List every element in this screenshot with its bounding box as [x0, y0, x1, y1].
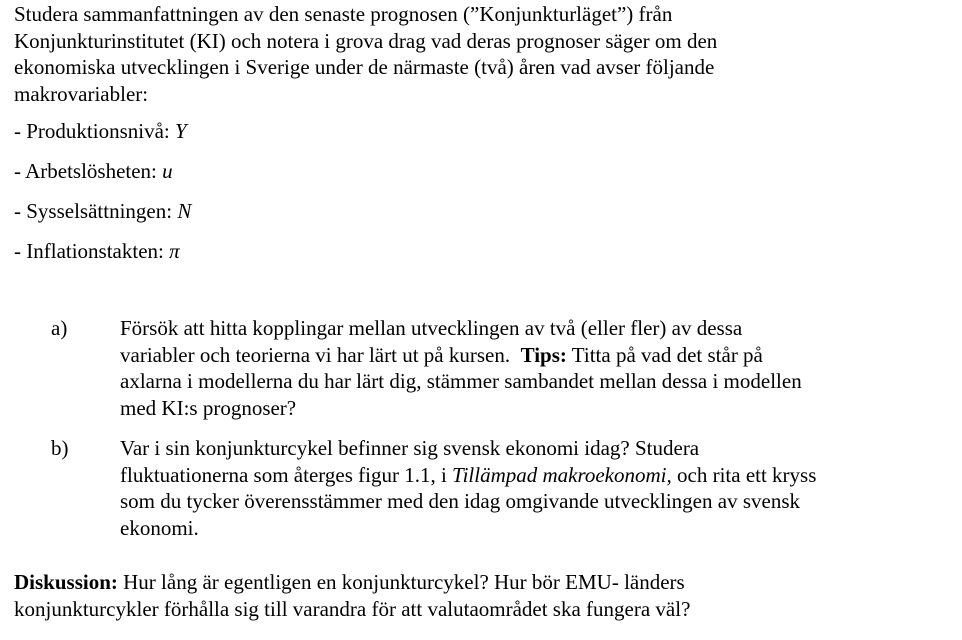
book-title: Tillämpad makroekonomi,	[452, 462, 672, 487]
intro-line-1: Studera sammanfattningen av den senaste prognosen (”Konjunkturläget”) från	[14, 2, 673, 26]
variable-production	[14, 118, 187, 144]
tips-label: Tips:	[520, 342, 567, 367]
task-a-line-1: Försök att hitta kopplingar mellan utvecklingen av två (eller fler) av dessa	[120, 316, 743, 340]
task-b-text	[120, 435, 940, 541]
discussion-line-2: konjunkturcykler förhålla sig till varandra för att valutaområdet ska fungera väl?	[14, 597, 691, 621]
task-a-text	[120, 315, 940, 421]
task-b-line-2-end: och rita ett kryss	[671, 462, 817, 487]
discussion-line-1: Hur lång är egentligen en konjunkturcykel? Hur bör EMU- länders	[117, 570, 685, 594]
intro-line-4: makrovariabler:	[14, 81, 149, 106]
task-b-line-4: ekonomi.	[120, 515, 199, 540]
task-b-label: b)	[51, 436, 69, 460]
variable-label: - Sysselsättningen:	[14, 199, 178, 223]
variable-symbol: u	[162, 159, 173, 183]
intro-line-3: ekonomiska utvecklingen i Sverige under de närmaste (två) åren vad avser följande	[14, 55, 715, 79]
task-b-line-1: Var i sin konjunkturcykel befinner sig svensk ekonomi idag? Studera	[120, 436, 700, 460]
variable-label: - Produktionsnivå:	[14, 119, 175, 143]
variable-label: - Inflationstakten:	[14, 239, 170, 263]
task-a-label: a)	[51, 316, 68, 340]
task-b-line-2-start: fluktuationerna som återges figur 1.1, i	[120, 462, 453, 487]
task-a-line-3: axlarna i modellerna du har lärt dig, stämmer sambandet mellan dessa i modellen	[120, 369, 802, 393]
task-b-line-3: som du tycker överensstämmer med den idag omgivande utvecklingen av svensk	[120, 489, 800, 513]
task-a-line-2-end: Titta på vad det står på	[566, 342, 763, 367]
discussion-label: Diskussion:	[14, 570, 118, 594]
discussion-paragraph	[14, 569, 944, 623]
variable-employment	[14, 198, 191, 224]
task-a-line-2-start: variabler och teorierna vi har lärt ut på kursen.	[120, 342, 521, 367]
variable-symbol: Y	[175, 119, 187, 143]
variable-label: - Arbetslösheten:	[14, 159, 163, 183]
variable-symbol: π	[169, 239, 180, 263]
intro-paragraph	[14, 1, 944, 107]
variable-unemployment	[14, 158, 173, 184]
task-a-line-4: med KI:s prognoser?	[120, 395, 297, 420]
variable-inflation	[14, 238, 180, 264]
intro-line-2: Konjunkturinstitutet (KI) och notera i grova drag vad deras prognoser säger om den	[14, 28, 718, 53]
variable-symbol: N	[177, 199, 192, 223]
